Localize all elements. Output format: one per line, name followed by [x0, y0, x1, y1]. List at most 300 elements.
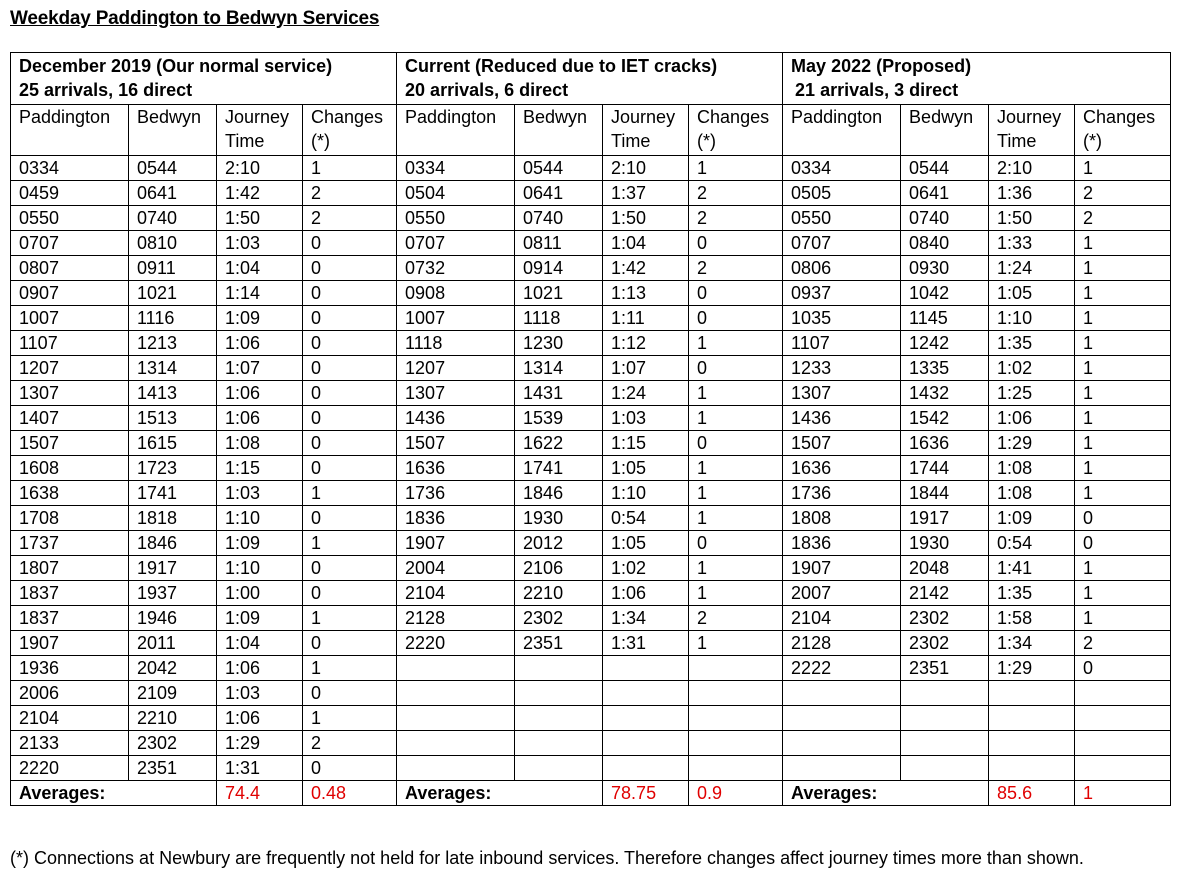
table-row [11, 756, 1171, 781]
table-cell: 2351 [515, 631, 603, 656]
table-cell: 1:25 [989, 381, 1075, 406]
table-cell: 0334 [11, 156, 129, 181]
table-cell: 2222 [783, 656, 901, 681]
table-cell: 1608 [11, 456, 129, 481]
table-cell: 2 [1075, 206, 1171, 231]
table-cell: 0937 [783, 281, 901, 306]
table-cell: 1837 [11, 606, 129, 631]
table-row [11, 631, 1171, 656]
table-cell: 1 [1075, 606, 1171, 631]
table-cell: 0930 [901, 256, 989, 281]
table-cell: 0 [303, 631, 397, 656]
col-header-changes: Changes (*) [1075, 105, 1171, 156]
section-subtitle: 20 arrivals, 6 direct [405, 80, 569, 100]
table-cell: 0550 [783, 206, 901, 231]
table-cell: 0:54 [603, 506, 689, 531]
table-cell [1075, 681, 1171, 706]
table-cell: 1021 [129, 281, 217, 306]
table-cell: 1431 [515, 381, 603, 406]
table-cell [1075, 756, 1171, 781]
section-heading-current [397, 53, 783, 105]
table-cell: 0807 [11, 256, 129, 281]
table-cell: 1:10 [217, 506, 303, 531]
table-row [11, 356, 1171, 381]
table-row [11, 731, 1171, 756]
table-cell: 2:10 [217, 156, 303, 181]
table-cell: 1 [689, 381, 783, 406]
table-cell: 0740 [129, 206, 217, 231]
table-cell: 1035 [783, 306, 901, 331]
table-row [11, 506, 1171, 531]
table-cell: 0 [303, 306, 397, 331]
table-cell: 1:31 [603, 631, 689, 656]
table-cell: 0:54 [989, 531, 1075, 556]
table-cell: 1622 [515, 431, 603, 456]
table-cell: 0 [1075, 506, 1171, 531]
table-cell: 1836 [397, 506, 515, 531]
table-cell: 0 [689, 431, 783, 456]
average-journey-time: 78.75 [603, 781, 689, 806]
table-cell: 1:08 [989, 456, 1075, 481]
table-cell: 0544 [901, 156, 989, 181]
table-cell [515, 681, 603, 706]
table-cell: 1836 [783, 531, 901, 556]
table-cell: 2220 [397, 631, 515, 656]
col-header-bedwyn: Bedwyn [901, 105, 989, 156]
table-cell: 1:42 [603, 256, 689, 281]
table-row [11, 406, 1171, 431]
table-cell: 1:31 [217, 756, 303, 781]
table-cell [603, 756, 689, 781]
table-cell: 1808 [783, 506, 901, 531]
table-cell: 1936 [11, 656, 129, 681]
table-cell: 1:09 [217, 306, 303, 331]
table-cell: 1:05 [603, 531, 689, 556]
table-cell: 1213 [129, 331, 217, 356]
table-cell: 1:06 [603, 581, 689, 606]
table-cell: 1:06 [217, 706, 303, 731]
table-cell: 0 [303, 381, 397, 406]
table-cell: 0 [303, 431, 397, 456]
table-cell: 0 [303, 406, 397, 431]
footnote: (*) Connections at Newbury are frequently not held for late inbound services. Therefore changes affect journey times more than shown. [10, 848, 1084, 868]
table-cell [989, 731, 1075, 756]
table-cell: 1741 [129, 481, 217, 506]
table-cell: 1818 [129, 506, 217, 531]
table-row [11, 156, 1171, 181]
table-cell: 0840 [901, 231, 989, 256]
table-cell: 2 [303, 206, 397, 231]
table-cell: 1:09 [217, 531, 303, 556]
table-cell: 1116 [129, 306, 217, 331]
table-cell: 1907 [783, 556, 901, 581]
table-cell: 1233 [783, 356, 901, 381]
table-cell: 2210 [129, 706, 217, 731]
table-cell: 1:05 [603, 456, 689, 481]
table-cell: 0 [689, 306, 783, 331]
timetable [10, 52, 1171, 806]
table-cell: 1907 [11, 631, 129, 656]
table-cell [515, 656, 603, 681]
table-cell [397, 681, 515, 706]
table-cell: 1:07 [217, 356, 303, 381]
col-header-bedwyn: Bedwyn [129, 105, 217, 156]
table-cell: 0550 [11, 206, 129, 231]
table-cell: 0 [303, 256, 397, 281]
table-cell [989, 706, 1075, 731]
table-cell [989, 681, 1075, 706]
table-cell: 1207 [11, 356, 129, 381]
table-cell: 0641 [129, 181, 217, 206]
table-cell: 0911 [129, 256, 217, 281]
table-cell: 1 [689, 506, 783, 531]
table-cell: 1230 [515, 331, 603, 356]
table-cell: 2 [689, 206, 783, 231]
table-cell [783, 706, 901, 731]
table-cell: 1708 [11, 506, 129, 531]
table-cell: 1:06 [217, 381, 303, 406]
table-cell: 2048 [901, 556, 989, 581]
table-cell: 1:02 [603, 556, 689, 581]
table-cell: 2007 [783, 581, 901, 606]
table-cell: 1:11 [603, 306, 689, 331]
table-cell: 1118 [515, 306, 603, 331]
table-cell: 1:35 [989, 581, 1075, 606]
table-cell: 1846 [515, 481, 603, 506]
table-cell: 0740 [515, 206, 603, 231]
table-cell: 2 [303, 731, 397, 756]
table-cell: 1930 [515, 506, 603, 531]
table-row [11, 331, 1171, 356]
table-row [11, 581, 1171, 606]
table-cell: 1638 [11, 481, 129, 506]
col-header-bedwyn: Bedwyn [515, 105, 603, 156]
table-cell: 2133 [11, 731, 129, 756]
col-header-changes: Changes (*) [689, 105, 783, 156]
table-cell: 1 [689, 331, 783, 356]
table-cell: 1436 [783, 406, 901, 431]
table-cell: 2109 [129, 681, 217, 706]
table-cell: 1837 [11, 581, 129, 606]
table-cell: 1736 [783, 481, 901, 506]
table-cell: 1307 [397, 381, 515, 406]
table-cell: 1 [1075, 431, 1171, 456]
table-cell: 1:06 [217, 331, 303, 356]
table-cell: 1:33 [989, 231, 1075, 256]
table-cell: 1436 [397, 406, 515, 431]
table-cell: 0544 [515, 156, 603, 181]
table-row [11, 231, 1171, 256]
table-cell: 2128 [397, 606, 515, 631]
table-row [11, 531, 1171, 556]
table-cell: 1 [1075, 456, 1171, 481]
average-journey-time: 74.4 [217, 781, 303, 806]
table-cell: 1513 [129, 406, 217, 431]
averages-label: Averages: [11, 781, 217, 806]
table-cell [603, 706, 689, 731]
section-title: Current (Reduced due to IET cracks) [405, 56, 718, 76]
section-subtitle: 25 arrivals, 16 direct [19, 80, 193, 100]
table-cell: 0459 [11, 181, 129, 206]
table-cell: 2142 [901, 581, 989, 606]
col-header-paddington: Paddington [783, 105, 901, 156]
table-cell: 2004 [397, 556, 515, 581]
table-cell: 0707 [783, 231, 901, 256]
table-cell: 1:50 [217, 206, 303, 231]
section-heading-row [11, 53, 1171, 105]
table-cell: 1:50 [603, 206, 689, 231]
table-cell: 1 [1075, 481, 1171, 506]
table-cell: 1:02 [989, 356, 1075, 381]
table-row [11, 681, 1171, 706]
table-cell: 1:03 [217, 681, 303, 706]
table-cell: 1:07 [603, 356, 689, 381]
table-cell: 1 [689, 456, 783, 481]
table-cell: 1 [303, 606, 397, 631]
table-cell [689, 731, 783, 756]
table-cell: 1:37 [603, 181, 689, 206]
table-cell: 1807 [11, 556, 129, 581]
table-cell: 0707 [11, 231, 129, 256]
table-cell: 2 [1075, 631, 1171, 656]
table-cell: 0641 [515, 181, 603, 206]
table-cell [689, 681, 783, 706]
table-cell [689, 706, 783, 731]
table-cell: 2 [689, 181, 783, 206]
table-cell: 0544 [129, 156, 217, 181]
table-cell: 0 [303, 681, 397, 706]
table-cell [603, 731, 689, 756]
table-row [11, 206, 1171, 231]
table-cell: 1042 [901, 281, 989, 306]
table-cell: 1314 [515, 356, 603, 381]
table-cell: 1736 [397, 481, 515, 506]
table-cell: 1737 [11, 531, 129, 556]
averages-label: Averages: [783, 781, 989, 806]
table-cell [783, 756, 901, 781]
table-cell: 1:08 [989, 481, 1075, 506]
table-cell [397, 706, 515, 731]
table-cell: 1 [689, 581, 783, 606]
table-cell: 1615 [129, 431, 217, 456]
table-cell: 0 [689, 231, 783, 256]
table-cell: 0811 [515, 231, 603, 256]
table-cell: 1846 [129, 531, 217, 556]
table-cell: 1107 [11, 331, 129, 356]
table-cell [515, 756, 603, 781]
table-cell: 1:42 [217, 181, 303, 206]
table-cell: 2006 [11, 681, 129, 706]
table-cell: 1542 [901, 406, 989, 431]
table-cell: 1107 [783, 331, 901, 356]
table-cell: 2 [689, 606, 783, 631]
table-cell: 1 [303, 481, 397, 506]
table-cell: 1 [1075, 406, 1171, 431]
table-cell: 1:10 [989, 306, 1075, 331]
table-row [11, 181, 1171, 206]
table-cell [603, 656, 689, 681]
table-cell [1075, 731, 1171, 756]
table-cell: 1539 [515, 406, 603, 431]
table-cell: 0 [303, 331, 397, 356]
table-cell [397, 656, 515, 681]
average-changes: 1 [1075, 781, 1171, 806]
section-subtitle: 21 arrivals, 3 direct [795, 80, 959, 100]
table-cell: 1:36 [989, 181, 1075, 206]
table-cell: 1:24 [603, 381, 689, 406]
table-cell: 1:15 [603, 431, 689, 456]
table-cell [901, 731, 989, 756]
table-cell: 1844 [901, 481, 989, 506]
table-cell: 1021 [515, 281, 603, 306]
table-cell [689, 756, 783, 781]
table-cell [1075, 706, 1171, 731]
table-cell: 0334 [783, 156, 901, 181]
table-row [11, 606, 1171, 631]
table-cell: 2042 [129, 656, 217, 681]
table-cell: 1:58 [989, 606, 1075, 631]
table-cell: 1 [689, 556, 783, 581]
table-cell: 2012 [515, 531, 603, 556]
table-cell: 0740 [901, 206, 989, 231]
table-cell: 1 [1075, 281, 1171, 306]
table-cell: 1 [303, 156, 397, 181]
table-cell: 1:03 [603, 406, 689, 431]
table-cell: 1:05 [989, 281, 1075, 306]
table-cell: 0908 [397, 281, 515, 306]
table-cell: 1314 [129, 356, 217, 381]
table-cell: 1:06 [989, 406, 1075, 431]
table-cell: 0914 [515, 256, 603, 281]
section-title: December 2019 (Our normal service) [19, 56, 333, 76]
table-cell: 0 [303, 281, 397, 306]
table-cell: 0505 [783, 181, 901, 206]
table-cell: 1:08 [217, 431, 303, 456]
table-cell: 1 [1075, 356, 1171, 381]
table-cell: 1:12 [603, 331, 689, 356]
table-cell: 1744 [901, 456, 989, 481]
table-cell: 0 [303, 456, 397, 481]
table-cell: 0504 [397, 181, 515, 206]
table-cell: 1 [1075, 231, 1171, 256]
table-cell: 2104 [783, 606, 901, 631]
table-cell: 1:41 [989, 556, 1075, 581]
table-cell [397, 756, 515, 781]
table-cell [989, 756, 1075, 781]
table-cell: 1:35 [989, 331, 1075, 356]
table-cell: 0810 [129, 231, 217, 256]
table-cell: 1432 [901, 381, 989, 406]
table-cell [689, 656, 783, 681]
table-cell [783, 731, 901, 756]
table-cell: 2:10 [989, 156, 1075, 181]
table-cell: 2302 [515, 606, 603, 631]
table-cell: 1 [1075, 581, 1171, 606]
table-cell: 2106 [515, 556, 603, 581]
table-cell: 0 [1075, 531, 1171, 556]
table-cell: 1 [303, 531, 397, 556]
table-cell: 0 [1075, 656, 1171, 681]
table-cell: 1 [1075, 556, 1171, 581]
table-cell: 1 [1075, 256, 1171, 281]
table-cell: 0907 [11, 281, 129, 306]
table-row [11, 381, 1171, 406]
table-cell: 1:03 [217, 231, 303, 256]
table-row [11, 256, 1171, 281]
table-cell: 2 [303, 181, 397, 206]
table-cell: 0 [303, 506, 397, 531]
table-cell: 0732 [397, 256, 515, 281]
table-cell: 1507 [397, 431, 515, 456]
table-cell [515, 731, 603, 756]
table-cell: 2351 [129, 756, 217, 781]
table-cell: 1307 [11, 381, 129, 406]
table-cell: 1007 [11, 306, 129, 331]
table-cell: 0 [303, 356, 397, 381]
table-cell: 1:13 [603, 281, 689, 306]
table-cell: 1242 [901, 331, 989, 356]
table-cell: 1413 [129, 381, 217, 406]
table-cell: 1 [689, 406, 783, 431]
table-cell: 2210 [515, 581, 603, 606]
table-cell: 1 [303, 706, 397, 731]
section-heading-may-2022 [783, 53, 1171, 105]
table-cell: 1:09 [217, 606, 303, 631]
average-changes: 0.9 [689, 781, 783, 806]
column-header-row [11, 105, 1171, 156]
col-header-journey-time: Journey Time [603, 105, 689, 156]
table-cell [901, 681, 989, 706]
table-row [11, 706, 1171, 731]
table-row [11, 306, 1171, 331]
table-cell: 1145 [901, 306, 989, 331]
table-cell: 0 [303, 231, 397, 256]
table-cell: 1207 [397, 356, 515, 381]
table-cell [901, 706, 989, 731]
table-cell: 2 [1075, 181, 1171, 206]
averages-row [11, 781, 1171, 806]
table-cell: 0 [689, 531, 783, 556]
table-cell: 2302 [129, 731, 217, 756]
table-cell: 0 [303, 756, 397, 781]
document-title: Weekday Paddington to Bedwyn Services [10, 8, 380, 29]
table-cell: 1:24 [989, 256, 1075, 281]
table-cell: 1636 [783, 456, 901, 481]
table-cell: 1 [689, 481, 783, 506]
table-cell: 1:04 [217, 631, 303, 656]
section-heading-dec-2019 [11, 53, 397, 105]
col-header-journey-time: Journey Time [989, 105, 1075, 156]
col-header-journey-time: Journey Time [217, 105, 303, 156]
table-cell: 1 [303, 656, 397, 681]
col-header-changes: Changes (*) [303, 105, 397, 156]
table-cell: 1:29 [217, 731, 303, 756]
table-cell: 1636 [397, 456, 515, 481]
table-cell: 1917 [901, 506, 989, 531]
table-cell: 1:00 [217, 581, 303, 606]
table-cell: 2128 [783, 631, 901, 656]
table-cell: 0806 [783, 256, 901, 281]
table-cell: 1:09 [989, 506, 1075, 531]
table-cell: 1:04 [217, 256, 303, 281]
table-cell: 1507 [11, 431, 129, 456]
table-cell: 1:34 [603, 606, 689, 631]
table-cell [603, 681, 689, 706]
table-cell: 0334 [397, 156, 515, 181]
table-cell: 1:29 [989, 656, 1075, 681]
table-cell: 0 [689, 281, 783, 306]
table-cell: 1:15 [217, 456, 303, 481]
